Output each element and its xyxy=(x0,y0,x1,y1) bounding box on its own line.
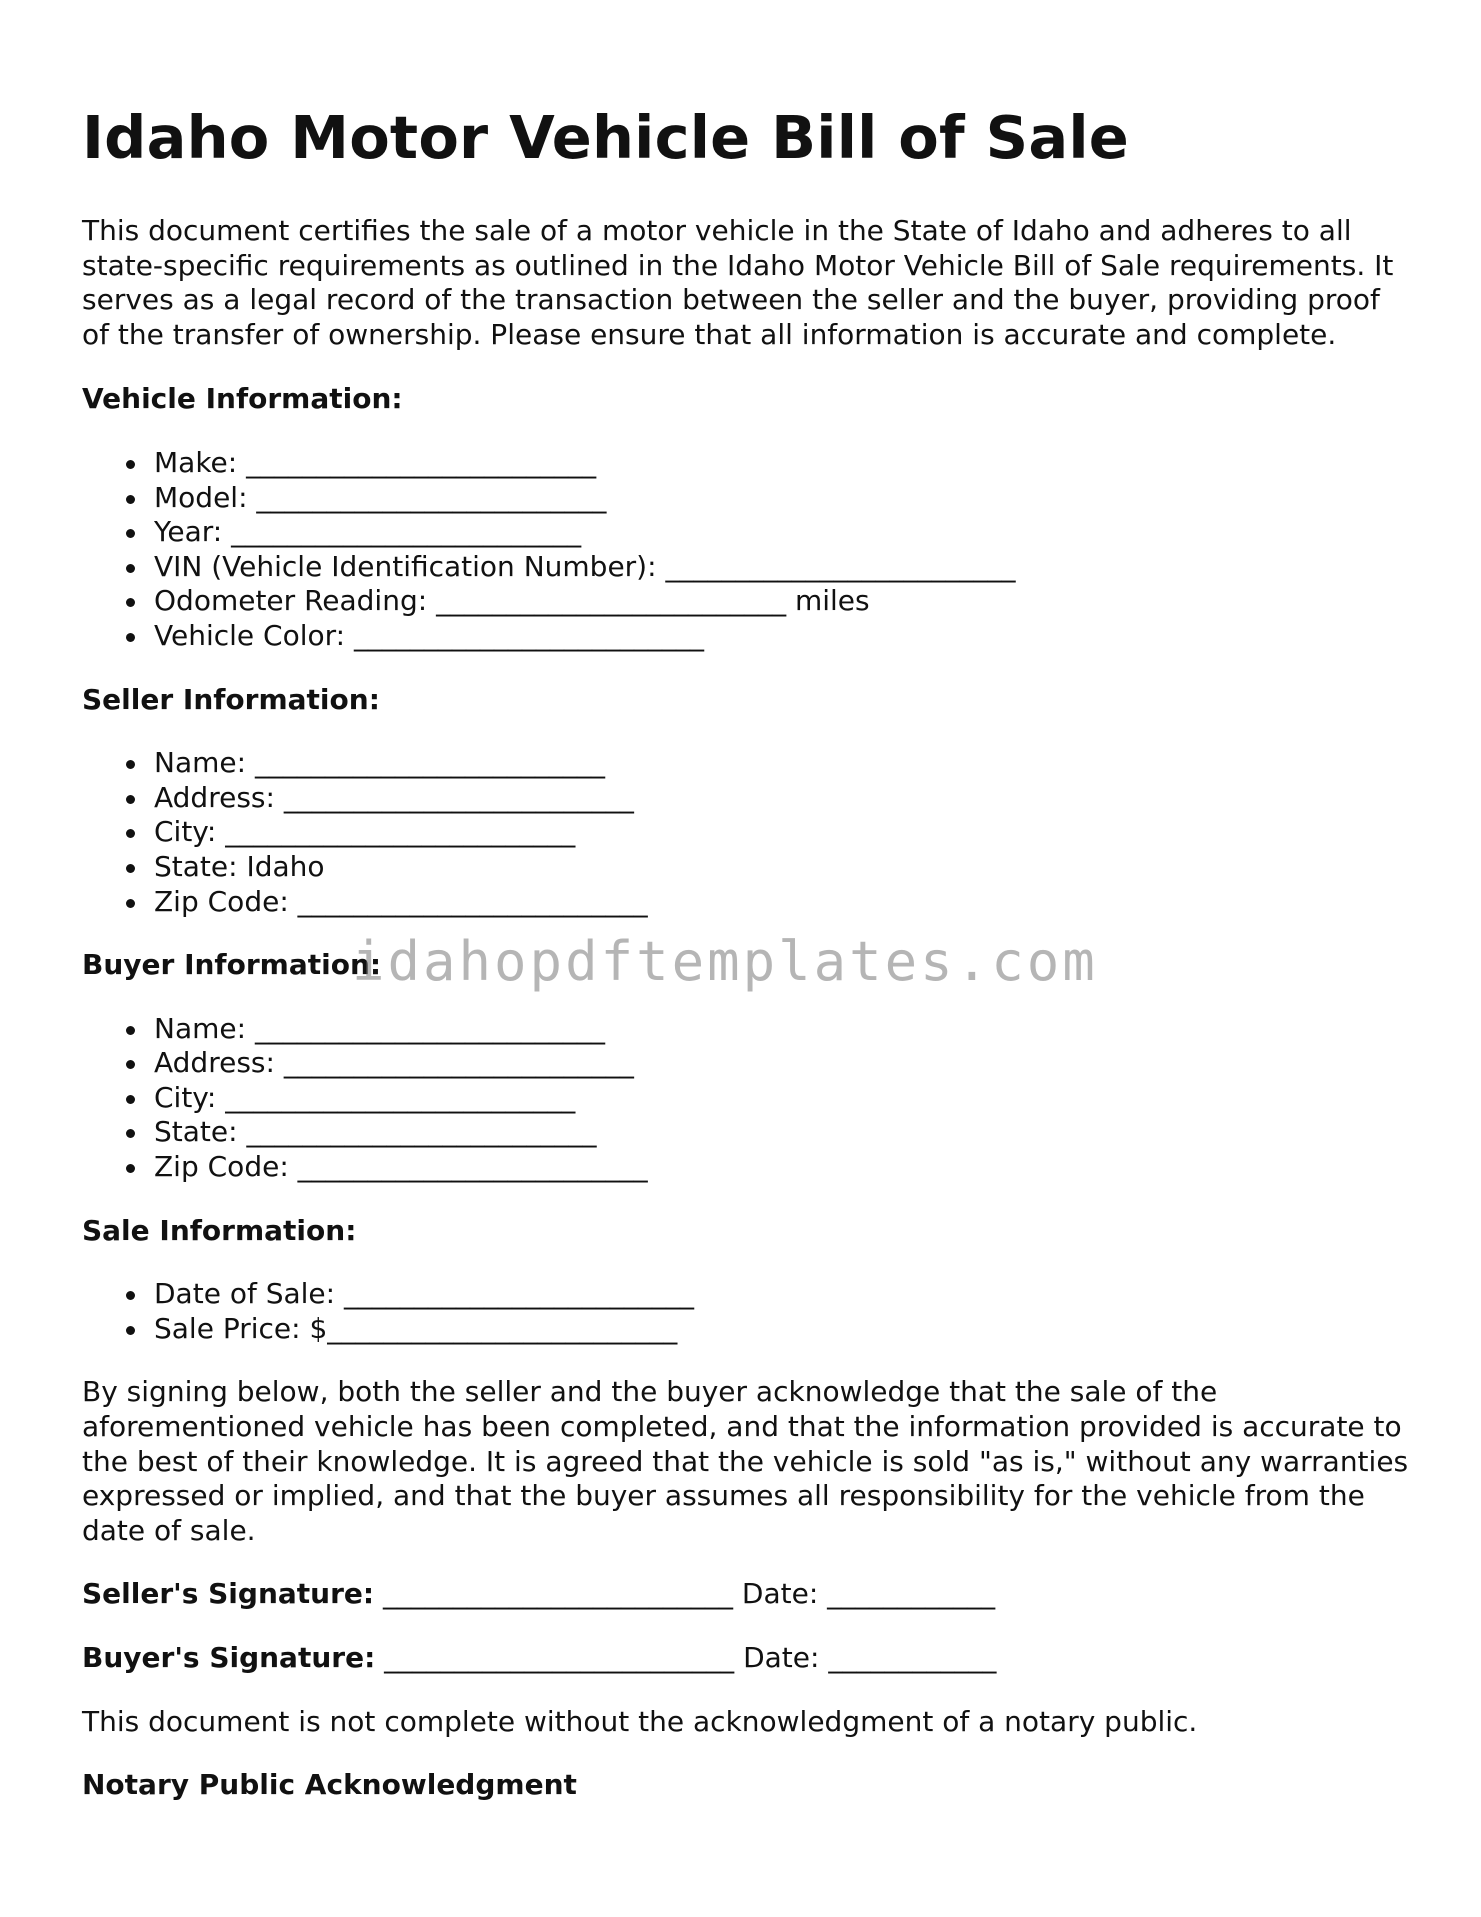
list-item xyxy=(154,1081,1412,1116)
list-item xyxy=(154,781,1412,816)
bullet-icon xyxy=(126,1060,135,1069)
bullet-icon xyxy=(126,495,135,504)
color-label: Vehicle Color: xyxy=(154,618,346,652)
sale-date-field[interactable]: _________________________ xyxy=(344,1277,694,1311)
year-field[interactable]: _________________________ xyxy=(231,515,582,549)
seller-zip-label: Zip Code: xyxy=(154,884,289,918)
sale-price-label: Sale Price: $ xyxy=(154,1311,328,1345)
list-item xyxy=(154,619,1412,654)
buyer-heading: Buyer Information: xyxy=(82,948,382,982)
model-field[interactable]: _________________________ xyxy=(256,480,607,514)
seller-heading: Seller Information: xyxy=(82,682,380,716)
list-item xyxy=(154,550,1412,585)
odometer-label: Odometer Reading: xyxy=(154,584,428,618)
make-field[interactable]: _________________________ xyxy=(246,445,597,479)
closing-paragraph: By signing below, both the seller and the buyer acknowledge that the sale of the aforementioned vehicle has been completed, and that the information provided is accurate to the best of their knowledge. It is agreed that the vehicle is sold "as is," without any warranties expressed or implied, and that the buyer assumes all responsibility for the vehicle from the date of sale. xyxy=(82,1375,1409,1547)
seller-zip-field[interactable]: _________________________ xyxy=(297,884,648,918)
buyer-zip-label: Zip Code: xyxy=(154,1150,289,1184)
seller-address-label: Address: xyxy=(154,780,275,814)
seller-signature-field[interactable]: _________________________ xyxy=(383,1577,733,1611)
buyer-address-field[interactable]: _________________________ xyxy=(283,1046,634,1080)
buyer-state-label: State: xyxy=(154,1115,238,1149)
list-item xyxy=(154,584,1412,619)
notary-notice: This document is not complete without the acknowledgment of a notary public. xyxy=(82,1704,1198,1738)
list-item xyxy=(154,1012,1412,1047)
make-label: Make: xyxy=(154,445,238,479)
buyer-name-field[interactable]: _________________________ xyxy=(254,1011,605,1045)
bullet-icon xyxy=(126,598,135,607)
buyer-city-label: City: xyxy=(154,1080,217,1114)
list-item xyxy=(154,446,1412,481)
seller-address-field[interactable]: _________________________ xyxy=(283,780,634,814)
buyer-date-field[interactable]: ____________ xyxy=(828,1641,997,1674)
list-item xyxy=(154,1046,1412,1081)
list-item xyxy=(154,815,1412,850)
buyer-fields xyxy=(82,1012,1412,1185)
bullet-icon xyxy=(126,1326,135,1335)
notary-heading: Notary Public Acknowledgment xyxy=(82,1768,577,1802)
list-item xyxy=(154,1115,1412,1150)
sale-fields xyxy=(82,1277,1412,1346)
intro-paragraph: This document certifies the sale of a motor vehicle in the State of Idaho and adheres to all state-specific requirements as outlined in the Idaho Motor Vehicle Bill of Sale requirements. It serves as a legal record of the transaction between the seller and the buyer, providing proof of the transfer of ownership. Please ensure that all information is accurate and complete. xyxy=(82,214,1394,351)
bullet-icon xyxy=(126,1026,135,1035)
odometer-unit: miles xyxy=(794,584,870,618)
buyer-date-label: Date: xyxy=(743,1641,820,1674)
list-item xyxy=(154,885,1412,920)
sale-date-label: Date of Sale: xyxy=(154,1277,336,1311)
list-item xyxy=(154,746,1412,781)
bullet-icon xyxy=(126,829,135,838)
seller-date-field[interactable]: ____________ xyxy=(827,1577,996,1611)
odometer-field[interactable]: _________________________ xyxy=(436,584,787,618)
buyer-name-label: Name: xyxy=(154,1011,247,1045)
vehicle-heading: Vehicle Information: xyxy=(82,382,403,416)
bullet-icon xyxy=(126,529,135,538)
bullet-icon xyxy=(126,795,135,804)
list-item xyxy=(154,1312,1412,1347)
seller-date-label: Date: xyxy=(741,1577,819,1611)
list-item xyxy=(154,1277,1412,1312)
bullet-icon xyxy=(126,1291,135,1300)
color-field[interactable]: _________________________ xyxy=(353,618,704,652)
seller-name-label: Name: xyxy=(154,746,247,780)
seller-fields xyxy=(82,746,1412,919)
seller-signature-row xyxy=(82,1577,1412,1612)
year-label: Year: xyxy=(154,515,223,549)
seller-city-label: City: xyxy=(154,815,217,849)
list-item xyxy=(154,481,1412,516)
seller-city-field[interactable]: _________________________ xyxy=(225,815,576,849)
bullet-icon xyxy=(126,760,135,769)
buyer-city-field[interactable]: _________________________ xyxy=(225,1080,576,1114)
seller-signature-label: Seller's Signature: xyxy=(82,1577,375,1611)
buyer-state-field[interactable]: _________________________ xyxy=(246,1115,597,1149)
buyer-address-label: Address: xyxy=(154,1046,275,1080)
bullet-icon xyxy=(126,1164,135,1173)
list-item xyxy=(154,850,1412,885)
model-label: Model: xyxy=(154,480,248,514)
vin-field[interactable]: _________________________ xyxy=(665,549,1016,583)
watermark: idahopdftemplates.com xyxy=(352,930,1098,993)
seller-name-field[interactable]: _________________________ xyxy=(254,746,605,780)
sale-price-field[interactable]: _________________________ xyxy=(327,1311,678,1345)
vin-label: VIN (Vehicle Identification Number): xyxy=(154,549,657,583)
seller-state: State: Idaho xyxy=(154,849,325,883)
bullet-icon xyxy=(126,460,135,469)
bullet-icon xyxy=(126,1095,135,1104)
bullet-icon xyxy=(126,564,135,573)
buyer-zip-field[interactable]: _________________________ xyxy=(297,1150,648,1184)
list-item xyxy=(154,1150,1412,1185)
buyer-signature-label: Buyer's Signature: xyxy=(82,1641,376,1674)
bullet-icon xyxy=(126,864,135,873)
list-item xyxy=(154,515,1412,550)
vehicle-fields xyxy=(82,446,1412,654)
sale-heading: Sale Information: xyxy=(82,1213,357,1247)
buyer-signature-field[interactable]: _________________________ xyxy=(384,1641,735,1674)
buyer-signature-row xyxy=(82,1641,1412,1676)
page-title: Idaho Motor Vehicle Bill of Sale xyxy=(82,103,1129,172)
bullet-icon xyxy=(126,633,135,642)
bullet-icon xyxy=(126,899,135,908)
bullet-icon xyxy=(126,1129,135,1138)
